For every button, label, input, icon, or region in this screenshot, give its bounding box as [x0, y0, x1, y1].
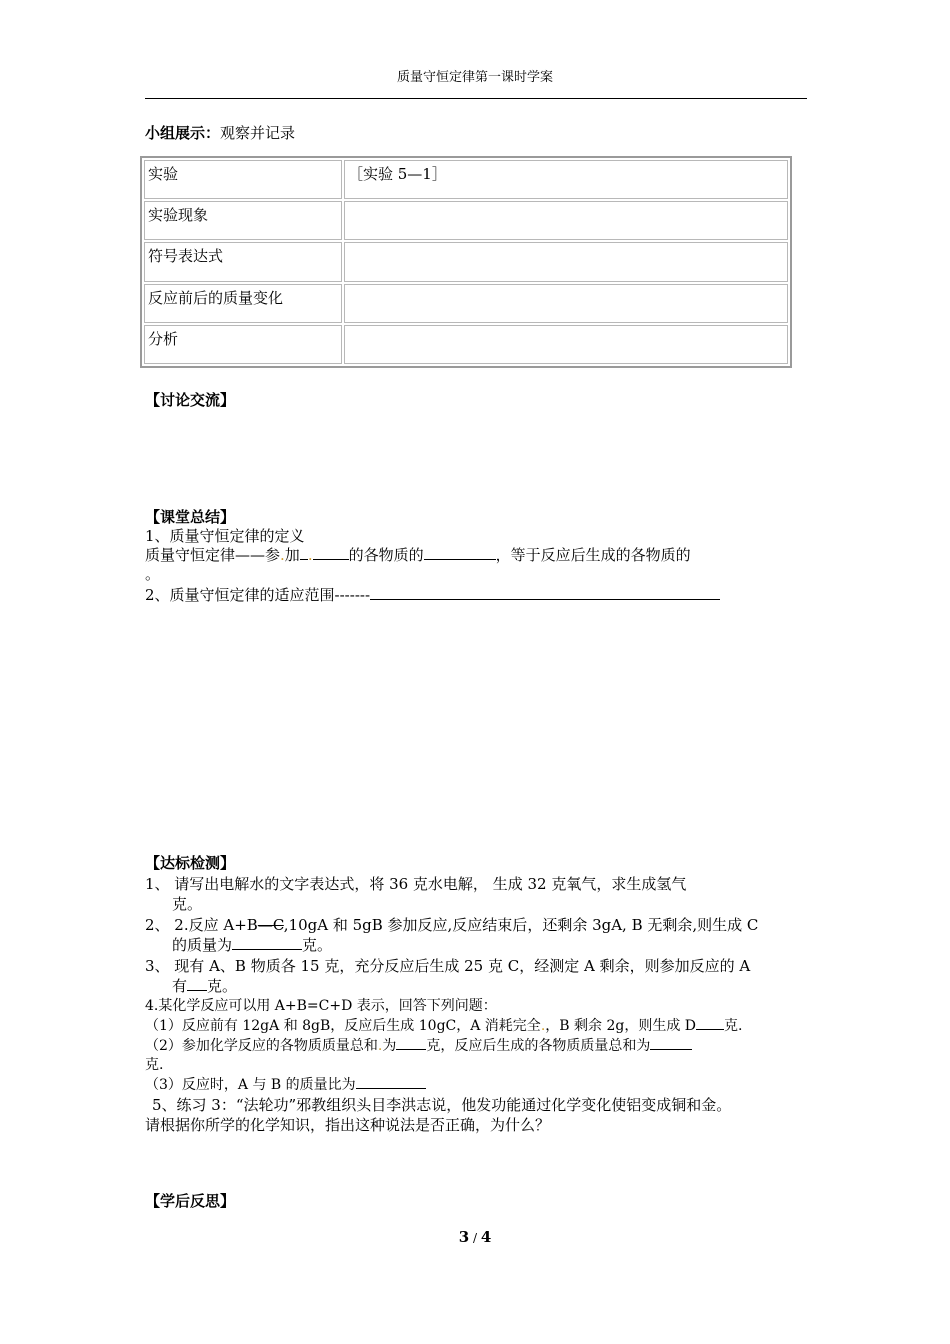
group-display-text: 观察并记录	[220, 124, 296, 142]
table-row	[144, 201, 788, 240]
table-cell-value	[344, 201, 788, 240]
definition-text-b: 加	[284, 546, 300, 564]
blank-line	[232, 935, 302, 950]
q4-part1: （1）反应前有 12gA 和 8gB，反应后生成 10gC，A 消耗完全.，B 剩余 2g，则生成 D 克.	[145, 1015, 742, 1035]
table-row	[144, 325, 788, 364]
q2-line2-text-a: 的质量为	[172, 936, 233, 954]
discussion-heading: 【讨论交流】	[145, 391, 236, 409]
test-heading: 【达标检测】	[145, 854, 236, 872]
reaction-arrow: —C	[257, 916, 284, 934]
table-cell-value	[344, 242, 788, 281]
blank-line	[370, 585, 720, 600]
q2-line2	[172, 934, 332, 955]
table-cell-label: 实验	[144, 160, 342, 199]
page-number	[0, 1228, 950, 1246]
blank-line	[313, 545, 349, 560]
table-row	[144, 160, 788, 199]
definition-text-c: 的各物质的	[348, 546, 424, 564]
q4-part1-text-a: （1）反应前有 12gA 和 8gB，反应后生成 10gC，A 消耗完全	[145, 1018, 541, 1034]
q4-intro: 4.某化学反应可以用 A+B=C+D 表示，回答下列问题：	[145, 998, 497, 1014]
q4-part2: （2）参加化学反应的各物质质量总和.为 克，反应后生成的各物质质量总和为	[145, 1035, 692, 1055]
table-cell-value	[344, 284, 788, 323]
group-display-label: 小组展示：	[145, 124, 221, 142]
table-cell-value	[344, 325, 788, 364]
q2-line2-text-b: 克。	[302, 936, 333, 954]
summary-item1-title: 1、质量守恒定律的定义	[145, 527, 305, 545]
table-cell-label: 符号表达式	[144, 242, 342, 281]
q4-part2-text-c: 克，反应后生成的各物质质量总和为	[426, 1038, 651, 1054]
summary-item1-definition: 质量守恒定律——参.加 . 的各物质的 ，等于反应后生成的各物质的	[145, 546, 691, 564]
page-current: 3	[458, 1228, 470, 1246]
q4-part1-text-b: ，B 剩余 2g，则生成 D	[545, 1018, 696, 1034]
q4-part1-text-c: 克.	[724, 1018, 743, 1034]
blank-line	[356, 1074, 426, 1089]
definition-text-d: ，等于反应后生成的各物质的	[495, 546, 691, 564]
experiment-table	[140, 156, 792, 368]
q2-text-a: 2、 2.反应 A+B	[145, 916, 258, 934]
q5-line1: 5、练习 3：“法轮功”邪教组织头目李洪志说，他发功能通过化学变化使铝变成铜和金。	[152, 1096, 732, 1114]
blank-line	[300, 545, 308, 560]
q4-part3-text: （3）反应时，A 与 B 的质量比为	[145, 1077, 356, 1093]
q3-line2	[172, 975, 237, 996]
table-cell-label: 反应前后的质量变化	[144, 284, 342, 323]
q3-line1: 3、 现有 A、B 物质各 15 克，充分反应后生成 25 克 C，经测定 A 剩余，则参加反应的 A	[145, 957, 751, 975]
reflection-heading: 【学后反思】	[145, 1192, 236, 1210]
q1-line1: 1、 请写出电解水的文字表达式，将 36 克水电解， 生成 32 克氧气，求生成氢气	[145, 875, 687, 893]
blank-line	[696, 1015, 724, 1030]
blank-line	[396, 1035, 426, 1050]
table-cell-label: 分析	[144, 325, 342, 364]
q4-part2-text-b: 为	[382, 1038, 397, 1054]
q1-line2: 克。	[172, 895, 203, 913]
summary-item2-text: 2、质量守恒定律的适应范围-------	[145, 586, 371, 604]
group-display-line	[145, 122, 295, 143]
page-total: 4	[480, 1228, 492, 1246]
header-rule	[145, 98, 807, 99]
summary-item1-end: 。	[145, 565, 161, 583]
q4-part2-text-a: （2）参加化学反应的各物质质量总和	[145, 1038, 378, 1054]
table-cell-value: ［实验 5—1］	[344, 160, 788, 199]
table-row	[144, 242, 788, 281]
summary-item2	[145, 584, 720, 605]
summary-heading: 【课堂总结】	[145, 508, 236, 526]
q2-line1	[145, 914, 758, 935]
q4-part2-end: 克.	[145, 1057, 164, 1073]
page-header-title: 质量守恒定律第一课时学案	[396, 70, 553, 85]
q5-line2: 请根据你所学的化学知识，指出这种说法是否正确，为什么？	[145, 1116, 551, 1134]
q2-text-b: ,10gA 和 5gB 参加反应,反应结束后，还剩余 3gA, B 无剩余,则生成 C	[283, 916, 759, 934]
q4-part3	[145, 1074, 426, 1094]
q3-line2-text-b: 克。	[207, 977, 238, 995]
blank-line	[650, 1035, 692, 1050]
page-separator: /	[469, 1231, 481, 1245]
table-cell-label: 实验现象	[144, 201, 342, 240]
table-row	[144, 284, 788, 323]
blank-line	[187, 976, 207, 991]
blank-line	[424, 545, 496, 560]
definition-text-a: 质量守恒定律——参	[145, 546, 281, 564]
q3-line2-text-a: 有	[172, 977, 188, 995]
